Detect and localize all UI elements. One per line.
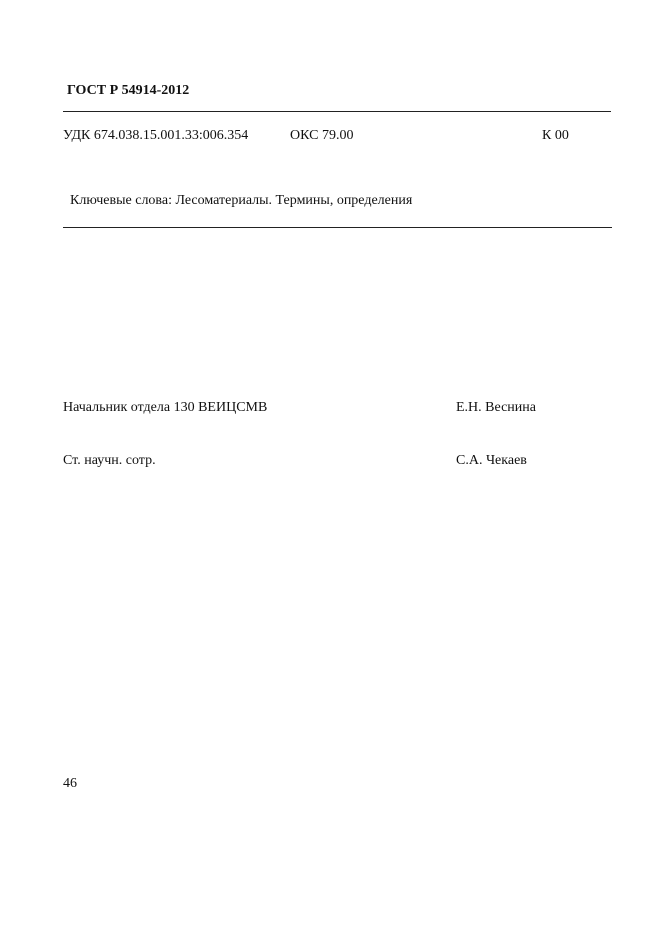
signature-position-2: Ст. научн. сотр. <box>63 453 156 468</box>
keywords-rule <box>63 227 612 228</box>
signature-name-1: Е.Н. Веснина <box>456 400 536 415</box>
oks-code: ОКС 79.00 <box>290 128 354 143</box>
standard-number: ГОСТ Р 54914-2012 <box>67 83 190 98</box>
signature-position-1: Начальник отдела 130 ВЕИЦСМВ <box>63 400 268 415</box>
keywords-line: Ключевые слова: Лесоматериалы. Термины, определения <box>70 193 413 208</box>
page-number: 46 <box>63 776 77 791</box>
udk-code: УДК 674.038.15.001.33:006.354 <box>63 128 249 143</box>
header-rule <box>63 111 611 112</box>
okstu-code: К 00 <box>542 128 569 143</box>
signature-name-2: С.А. Чекаев <box>456 453 527 468</box>
